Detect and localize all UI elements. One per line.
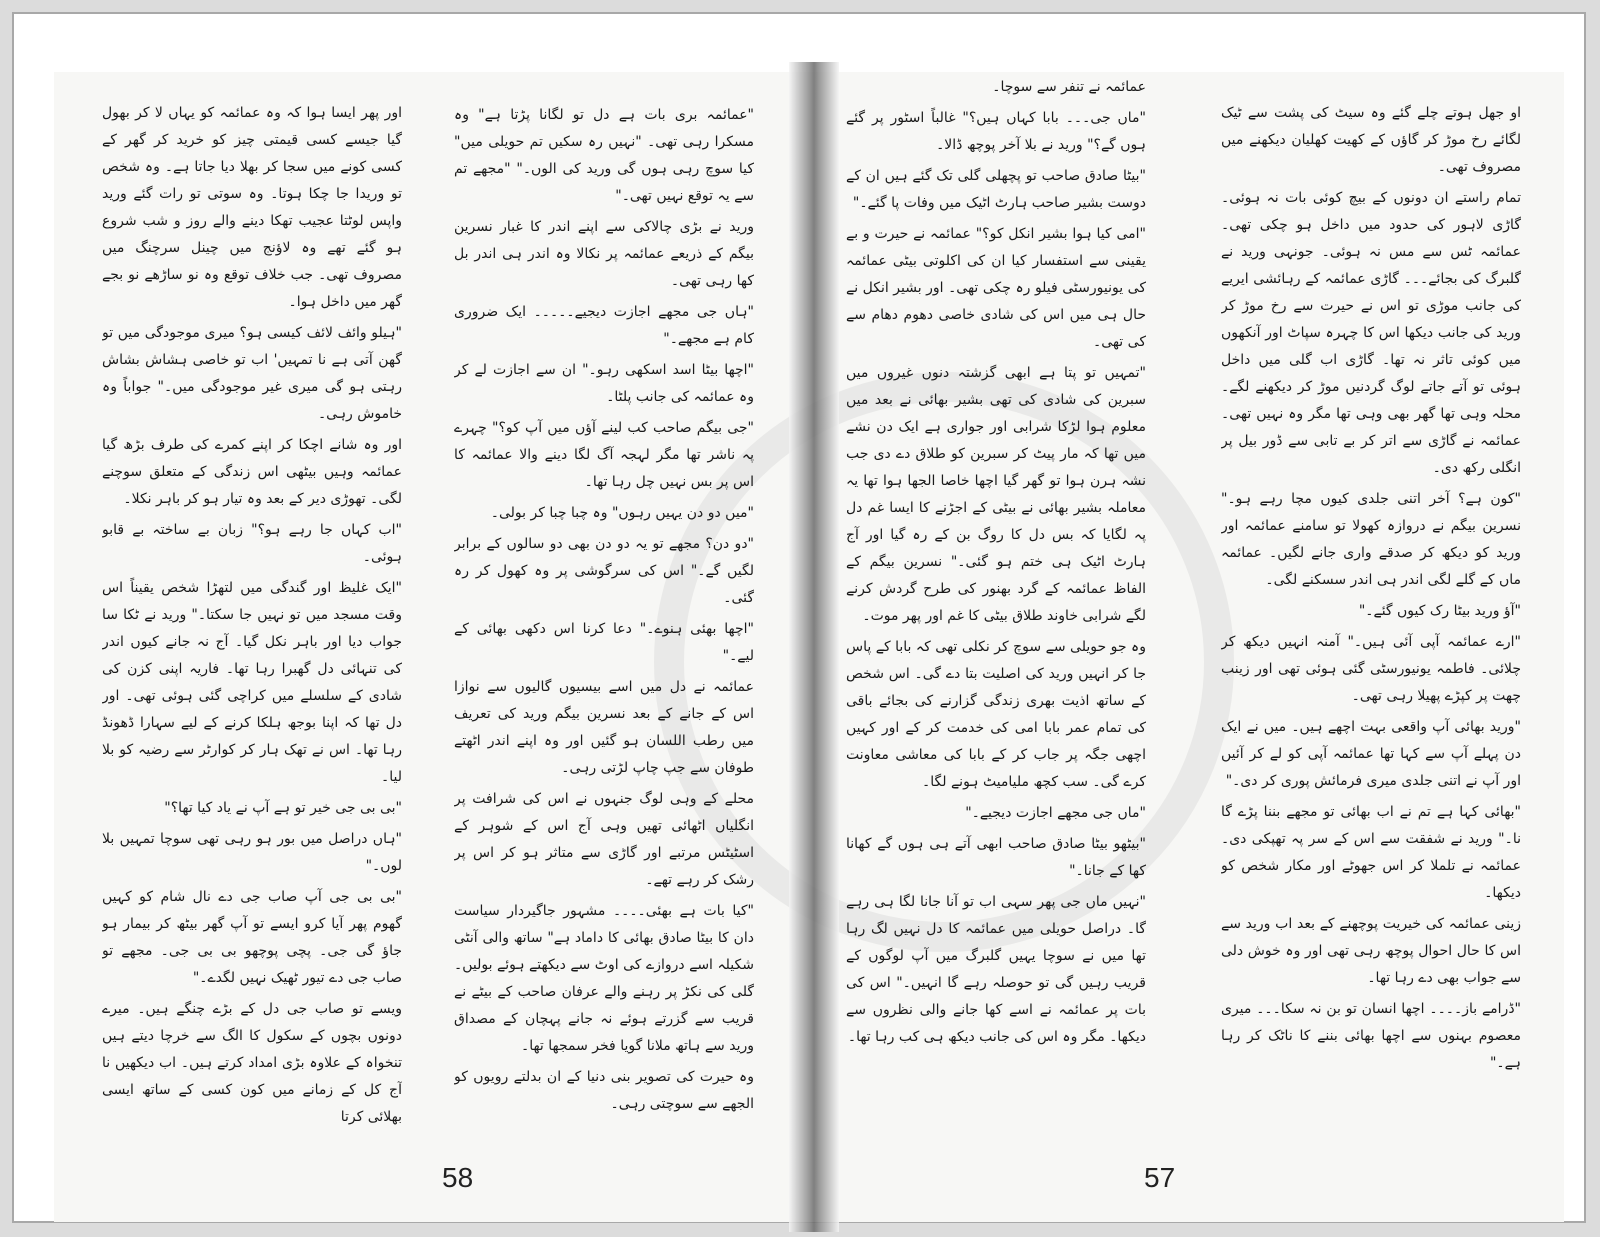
left-page-outer-column — [102, 100, 402, 1180]
paragraph: زینی عمائمہ کی خیریت پوچھنے کے بعد اب ورید سے اس کا حال احوال پوچھ رہی تھی اور وہ خوش دلی سے جواب بھی دے رہا تھا۔ — [1221, 916, 1521, 986]
paragraph: "ارے عمائمہ آپی آئی ہیں۔" آمنہ انہیں دیکھ کر چلائی۔ فاطمہ یونیورسٹی گئی ہوئی تھی اور زینب چھت پر کپڑے پھیلا رہی تھی۔ — [1221, 634, 1521, 704]
paragraph: "بیٹھو بیٹا صادق صاحب ابھی آتے ہی ہوں گے کھانا کھا کے جانا۔" — [846, 836, 1146, 879]
paragraph: او جھل ہوتے چلے گئے وہ سیٹ کی پشت سے ٹیک لگائے رخ موڑ کر گاؤں کے کھیت کھلیان دیکھنے میں مصروف تھی۔ — [1221, 105, 1521, 175]
paragraph: "بی بی جی آپ صاب جی دے نال شام کو کہیں گھوم پھر آیا کرو ایسے تو آپ گھر بیٹھ کر بیمار ہو جاؤ گی جی۔ پچی پوچھو بی بی جی۔ مجھے تو صاب جی دے تیور ٹھیک نہیں لگدے۔" — [102, 889, 402, 986]
paragraph: "ورید بھائی آپ واقعی بہت اچھے ہیں۔ میں نے ایک دن پہلے آپ سے کہا تھا عمائمہ آپی کو لے کر آئیں اور آپ نے اتنی جلدی میری فرمائش پوری کر دی۔" — [1221, 719, 1521, 789]
paragraph: اور وہ شانے اچکا کر اپنے کمرے کی طرف بڑھ گیا عمائمہ وہیں بیٹھی اس زندگی کے متعلق سوچنے لگی۔ تھوڑی دیر کے بعد وہ تیار ہو کر باہر نکلا۔ — [102, 437, 402, 507]
paragraph: ویسے تو صاب جی دل کے بڑے چنگے ہیں۔ میرے دونوں بچوں کے سکول کا الگ سے خرچا دیتے ہیں تنخواہ کے علاوہ بڑی امداد کرتے ہیں۔ اب دیکھیں نا آج کل کے زمانے میں کون کسی کے ساتھ ایسی بھلائی کرتا — [102, 1001, 402, 1125]
paragraph: اور پھر ایسا ہوا کہ وہ عمائمہ کو یہاں لا کر بھول گیا جیسے کسی قیمتی چیز کو خرید کر گھر کے کسی کونے میں سجا کر بھلا دیا جاتا ہے۔ وہ شخص تو وریدا جا چکا ہوتا۔ وہ سوتی تو رات گئے ورید واپس لوٹتا عجیب تھکا دینے والے روز و شب شروع ہو گئے تھے وہ لاؤنج میں چینل سرچنگ میں مصروف تھی۔ جب خلاف توقع وہ نو ساڑھے نو بجے گھر میں داخل ہوا۔ — [102, 105, 402, 310]
paragraph: "بیٹا صادق صاحب تو پچھلی گلی تک گئے ہیں ان کے دوست بشیر صاحب ہارٹ اٹیک میں وفات پا گئے۔" — [846, 168, 1146, 211]
paragraph: "ہیلو وائف لائف کیسی ہو؟ میری موجودگی میں تو گھن آتی ہے نا تمہیں' اب تو خاصی ہشاش بشاش رہتی ہو گی میری غیر موجودگی میں۔" جواباً وہ خاموش رہی۔ — [102, 325, 402, 422]
paragraph: "دو دن؟ مجھے تو یہ دو دن بھی دو سالوں کے برابر لگیں گے۔" اس کی سرگوشی پر وہ کھول کر رہ گئی۔ — [454, 536, 754, 606]
paragraph: "اچھا بھئی ہنوے۔" دعا کرنا اس دکھی بھائی کے لیے۔" — [454, 621, 754, 664]
paragraph: "ماں جی مجھے اجازت دیجیے۔" — [965, 805, 1146, 821]
paragraph: "کون ہے؟ آخر اتنی جلدی کیوں مچا رہے ہو۔" نسرین بیگم نے دروازہ کھولا تو سامنے عمائمہ اور ورید کو دیکھ کر صدقے واری جانے لگیں۔ عمائمہ ماں کے گلے لگی اندر ہی اندر سسکنے لگی۔ — [1221, 491, 1521, 588]
page-left — [54, 72, 812, 1222]
book-spread — [54, 72, 1564, 1222]
page-right — [816, 72, 1564, 1222]
paragraph: "تمہیں تو پتا ہے ابھی گزشتہ دنوں غیروں میں سبرین کی شادی کی تھی بشیر بھائی نے بعد میں معلوم ہوا لڑکا شرابی اور جواری ہے ایک دن نشے میں تھا کہ مار پیٹ کر سبرین کو طلاق دے دی جب نشہ ہرن ہوا تو گھر گیا اچھا خاصا الجھا ہوا تھا یہ معاملہ بشیر بھائی نے بیٹی کے اجڑنے کا ایسا غم دل پہ لگایا کہ بس دل کا روگ بن کے رہ گیا اور آج ہارٹ اٹیک ہی ختم ہو گئی۔" نسرین بیگم کے الفاظ عمائمہ کے گرد بھنور کی طرح گردش کرنے لگے شرابی خاوند طلاق بیٹی کا غم اور پھر موت۔ — [846, 365, 1146, 624]
paragraph: "اب کہاں جا رہے ہو؟" زبان بے ساختہ بے قابو ہوئی۔ — [102, 522, 402, 565]
paragraph: "امی کیا ہوا بشیر انکل کو؟" عمائمہ نے حیرت و بے یقینی سے استفسار کیا ان کی اکلوتی بیٹی عمائمہ کی یونیورسٹی فیلو رہ چکی تھی۔ اور بشیر انکل نے حال ہی میں اس کی شادی خاصی دھوم دھام سے کی تھی۔ — [846, 226, 1146, 350]
paragraph: "ہاں دراصل میں بور ہو رہی تھی سوچا تمہیں بلا لوں۔" — [102, 831, 402, 874]
paragraph: "بی بی جی خیر تو ہے آپ نے یاد کیا تھا؟" — [164, 800, 402, 816]
right-page-outer-column — [1221, 100, 1521, 1180]
paragraph: وہ جو حویلی سے سوچ کر نکلی تھی کہ بابا کے پاس جا کر انہیں ورید کی اصلیت بتا دے گی۔ اس شخص کے ساتھ اذیت بھری زندگی گزارنے کی بجائے باقی کی تمام عمر بابا امی کی خدمت کر کے اور کہیں اچھی جگہ پر جاب کر کے بابا کی معاشی معاونت کرے گی۔ سب کچھ ملیامیٹ ہونے لگا۔ — [846, 639, 1146, 790]
right-page-inner-column — [846, 74, 1146, 1154]
paragraph: "ماں جی۔۔۔ بابا کہاں ہیں؟" غالباً اسٹور پر گئے ہوں گے؟" ورید نے بلا آخر پوچھ ڈالا۔ — [846, 110, 1146, 153]
scan-frame — [12, 12, 1586, 1223]
paragraph: "میں دو دن یہیں رہوں" وہ چبا چبا کر بولی۔ — [490, 505, 754, 521]
page-number: 58 — [442, 1162, 474, 1193]
paragraph: "جی بیگم صاحب کب لینے آؤں میں آپ کو؟" چہرے پہ ناشر تھا مگر لہجہ آگ لگا دینے والا عمائمہ کا اس پر بس نہیں چل رہا تھا۔ — [454, 420, 754, 490]
paragraph: "بھائی کہا ہے تم نے اب بھائی تو مجھے بننا پڑے گا نا۔" ورید نے شفقت سے اس کے سر پہ تھپکی دی۔ عمائمہ نے تلملا کر اس جھوٹے اور مکار شخص کو دیکھا۔ — [1221, 804, 1521, 901]
paragraph: "اچھا بیٹا اسد اسکھی رہو۔" ان سے اجازت لے کر وہ عمائمہ کی جانب پلٹا۔ — [454, 362, 754, 405]
paragraph: "کیا بات ہے بھئی۔۔۔۔ مشہور جاگیردار سیاست دان کا بیٹا صادق بھائی کا داماد ہے" ساتھ والی آنٹی شکیلہ اسے دروازے کی اوٹ سے دیکھتے ہوئے بولیں۔ گلی کی نکڑ پر رہنے والے عرفان صاحب کے بیٹے نے قریب سے گزرتے ہوئے نہ جانے پہچان کے مصداق ورید سے ہاتھ ملانا گویا فخر سمجھا تھا۔ — [454, 903, 754, 1054]
paragraph: عمائمہ نے تنفر سے سوچا۔ — [992, 79, 1146, 95]
paragraph: محلے کے وہی لوگ جنہوں نے اس کی شرافت پر انگلیاں اٹھائی تھیں وہی آج اس کے شوہر کے اسٹیٹس مرتبے اور گاڑی سے متاثر ہو کر اس پر رشک کر رہے تھے۔ — [454, 791, 754, 888]
paragraph: وہ حیرت کی تصویر بنی دنیا کے ان بدلتے رویوں کو الجھے سے سوچتی رہی۔ — [454, 1069, 754, 1112]
paragraph: تمام راستے ان دونوں کے بیچ کوئی بات نہ ہوئی۔ گاڑی لاہور کی حدود میں داخل ہو چکی تھی۔ عمائمہ ٹس سے مس نہ ہوئی۔ جونہی ورید نے گلبرگ کی بجائے۔۔۔ گاڑی عمائمہ کے رہائشی ایریے کی جانب موڑی تو اس نے حیرت سے رخ موڑ کر ورید کی جانب دیکھا اس کا چہرہ سپاٹ اور آنکھوں میں کوئی تاثر نہ تھا۔ گاڑی اب گلی میں داخل ہوئی تو آتے جاتے لوگ گردنیں موڑ کر دیکھنے لگے۔ محلہ وہی تھا گھر بھی وہی تھا مگر وہ نہیں تھی۔ عمائمہ نے گاڑی سے اتر کر بے تابی سے ڈور بیل پر انگلی رکھ دی۔ — [1221, 190, 1521, 476]
paragraph: "عمائمہ بری بات ہے دل تو لگانا پڑتا ہے" وہ مسکرا رہی تھی۔ "نہیں رہ سکیں تم حویلی میں" کیا سوچ رہی ہوں گی ورید کی الوں۔" "مجھے تم سے یہ توقع نہیں تھی۔" — [454, 107, 754, 204]
paragraph: ورید نے بڑی چالاکی سے اپنے اندر کا غبار نسرین بیگم کے ذریعے عمائمہ پر نکالا وہ اندر ہی اندر بل کھا رہی تھی۔ — [454, 219, 754, 289]
paragraph: "ایک غلیظ اور گندگی میں لتھڑا شخص یقیناً اس وقت مسجد میں تو نہیں جا سکتا۔" ورید نے ٹکا سا جواب دیا اور باہر نکل گیا۔ آج نہ جانے کیوں اندر کی تنہائی دل گھبرا رہا تھا۔ فاریہ اپنی کزن کی شادی کے سلسلے میں کراچی گئی ہوئی تھی۔ اور دل تھا کہ اپنا بوجھ ہلکا کرنے کے لیے سہارا ڈھونڈ رہا تھا۔ اس نے تھک ہار کر کوارٹر سے رضیہ کو بلا لیا۔ — [102, 580, 402, 785]
left-page-inner-column — [454, 102, 754, 1182]
paragraph: "آؤ ورید بیٹا رک کیوں گئے۔" — [1358, 603, 1521, 619]
paragraph: "ہاں جی مجھے اجازت دیجیے۔۔۔۔۔ ایک ضروری کام ہے مجھے۔" — [454, 304, 754, 347]
paragraph: "نہیں ماں جی پھر سہی اب تو آنا جانا لگا ہی رہے گا۔ دراصل حویلی میں عمائمہ کا دل نہیں لگ رہا تھا میں نے سوچا یہیں گلبرگ میں آپ لوگوں کے قریب رہیں گی تو حوصلہ رہے گا انہیں۔" اس کی بات پر عمائمہ نے اسے کھا جانے والی نظروں سے دیکھا۔ مگر وہ اس کی جانب دیکھ ہی کب رہا تھا۔ — [846, 894, 1146, 1045]
paragraph: عمائمہ نے دل میں اسے بیسیوں گالیوں سے نوازا اس کے جانے کے بعد نسرین بیگم ورید کی تعریف میں رطب اللسان ہو گئیں اور وہ اپنے اندر اٹھتے طوفان سے جپ چاپ لڑتی رہی۔ — [454, 679, 754, 776]
paragraph: "ڈرامے باز۔۔۔۔ اچھا انسان تو بن نہ سکا۔۔۔ میری معصوم بہنوں سے اچھا بھائی بننے کا ناٹک کر رہا ہے۔" — [1221, 1001, 1521, 1071]
page-number: 57 — [1144, 1162, 1176, 1193]
